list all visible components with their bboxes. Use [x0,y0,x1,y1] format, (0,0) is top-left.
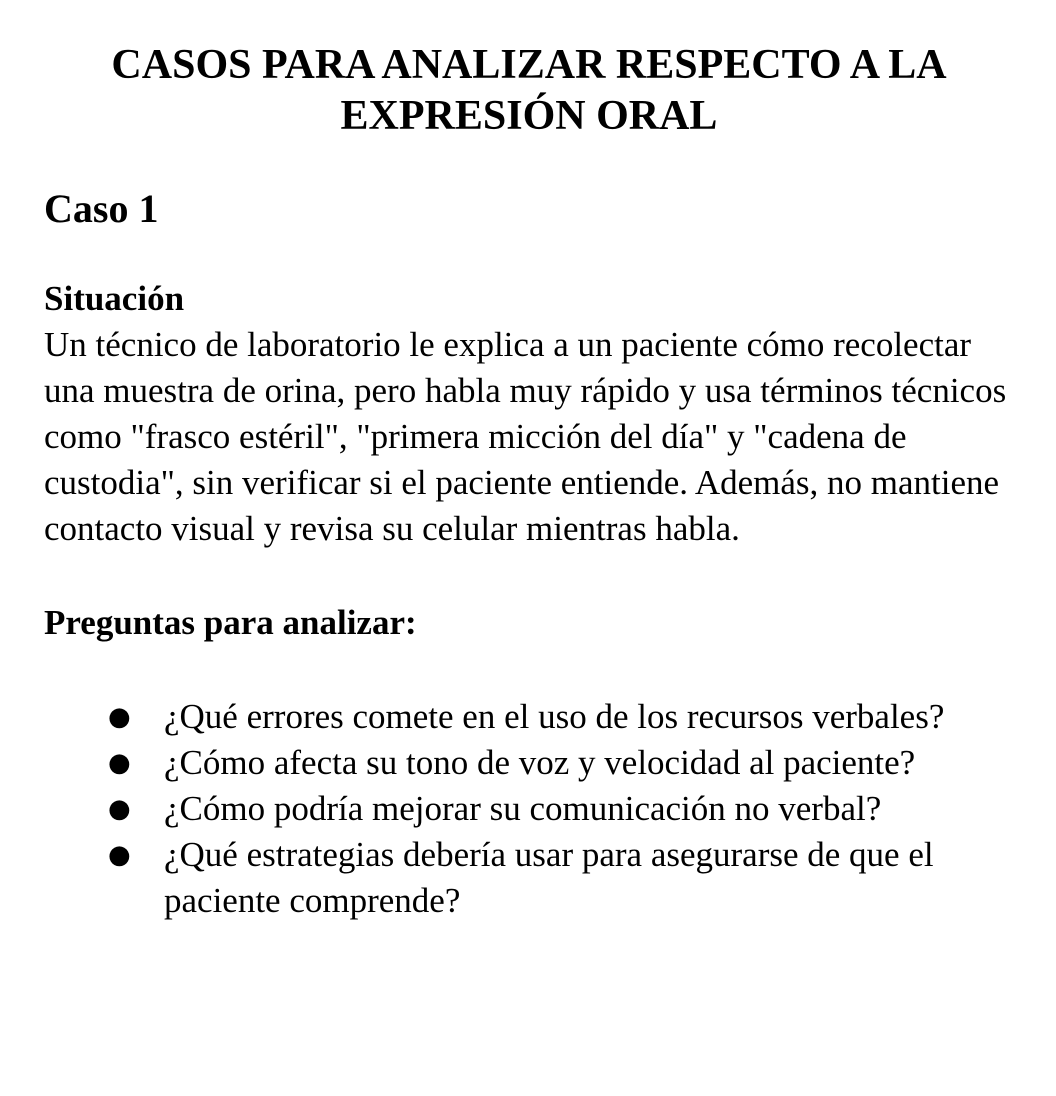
document-page [44,0,1014,924]
bullet-icon: ● [108,748,131,778]
question-text: ¿Qué errores comete en el uso de los recursos verbales? [164,697,945,736]
situation-paragraph: Un técnico de laboratorio le explica a un paciente cómo recolectar una muestra de orina, pero habla muy rápido y usa términos técnicos como "frasco estéril", "primera micción del día" y "cadena de custodia", sin verificar si el paciente entiende. Además, no mantiene contacto visual y revisa su celular mientras habla. [44,325,1007,548]
questions-list [44,694,1014,924]
case-heading: Caso 1 [44,186,159,231]
document-title-line-1: CASOS PARA ANALIZAR RESPECTO A LA [111,42,947,88]
question-item [44,786,1014,832]
question-item [44,740,1014,786]
question-text: ¿Cómo podría mejorar su comunicación no verbal? [164,789,882,828]
document-title-line-2: EXPRESIÓN ORAL [340,93,718,139]
situation-label: Situación [44,279,185,318]
document-title [44,40,1014,142]
question-item [44,832,1014,924]
bullet-icon: ● [108,794,131,824]
bullet-icon: ● [108,702,131,732]
bullet-icon: ● [108,840,131,870]
question-text: ¿Cómo afecta su tono de voz y velocidad al paciente? [164,743,916,782]
questions-label: Preguntas para analizar: [44,603,417,642]
question-text: ¿Qué estrategias debería usar para asegurarse de que el paciente comprende? [164,835,934,920]
question-item [44,694,1014,740]
